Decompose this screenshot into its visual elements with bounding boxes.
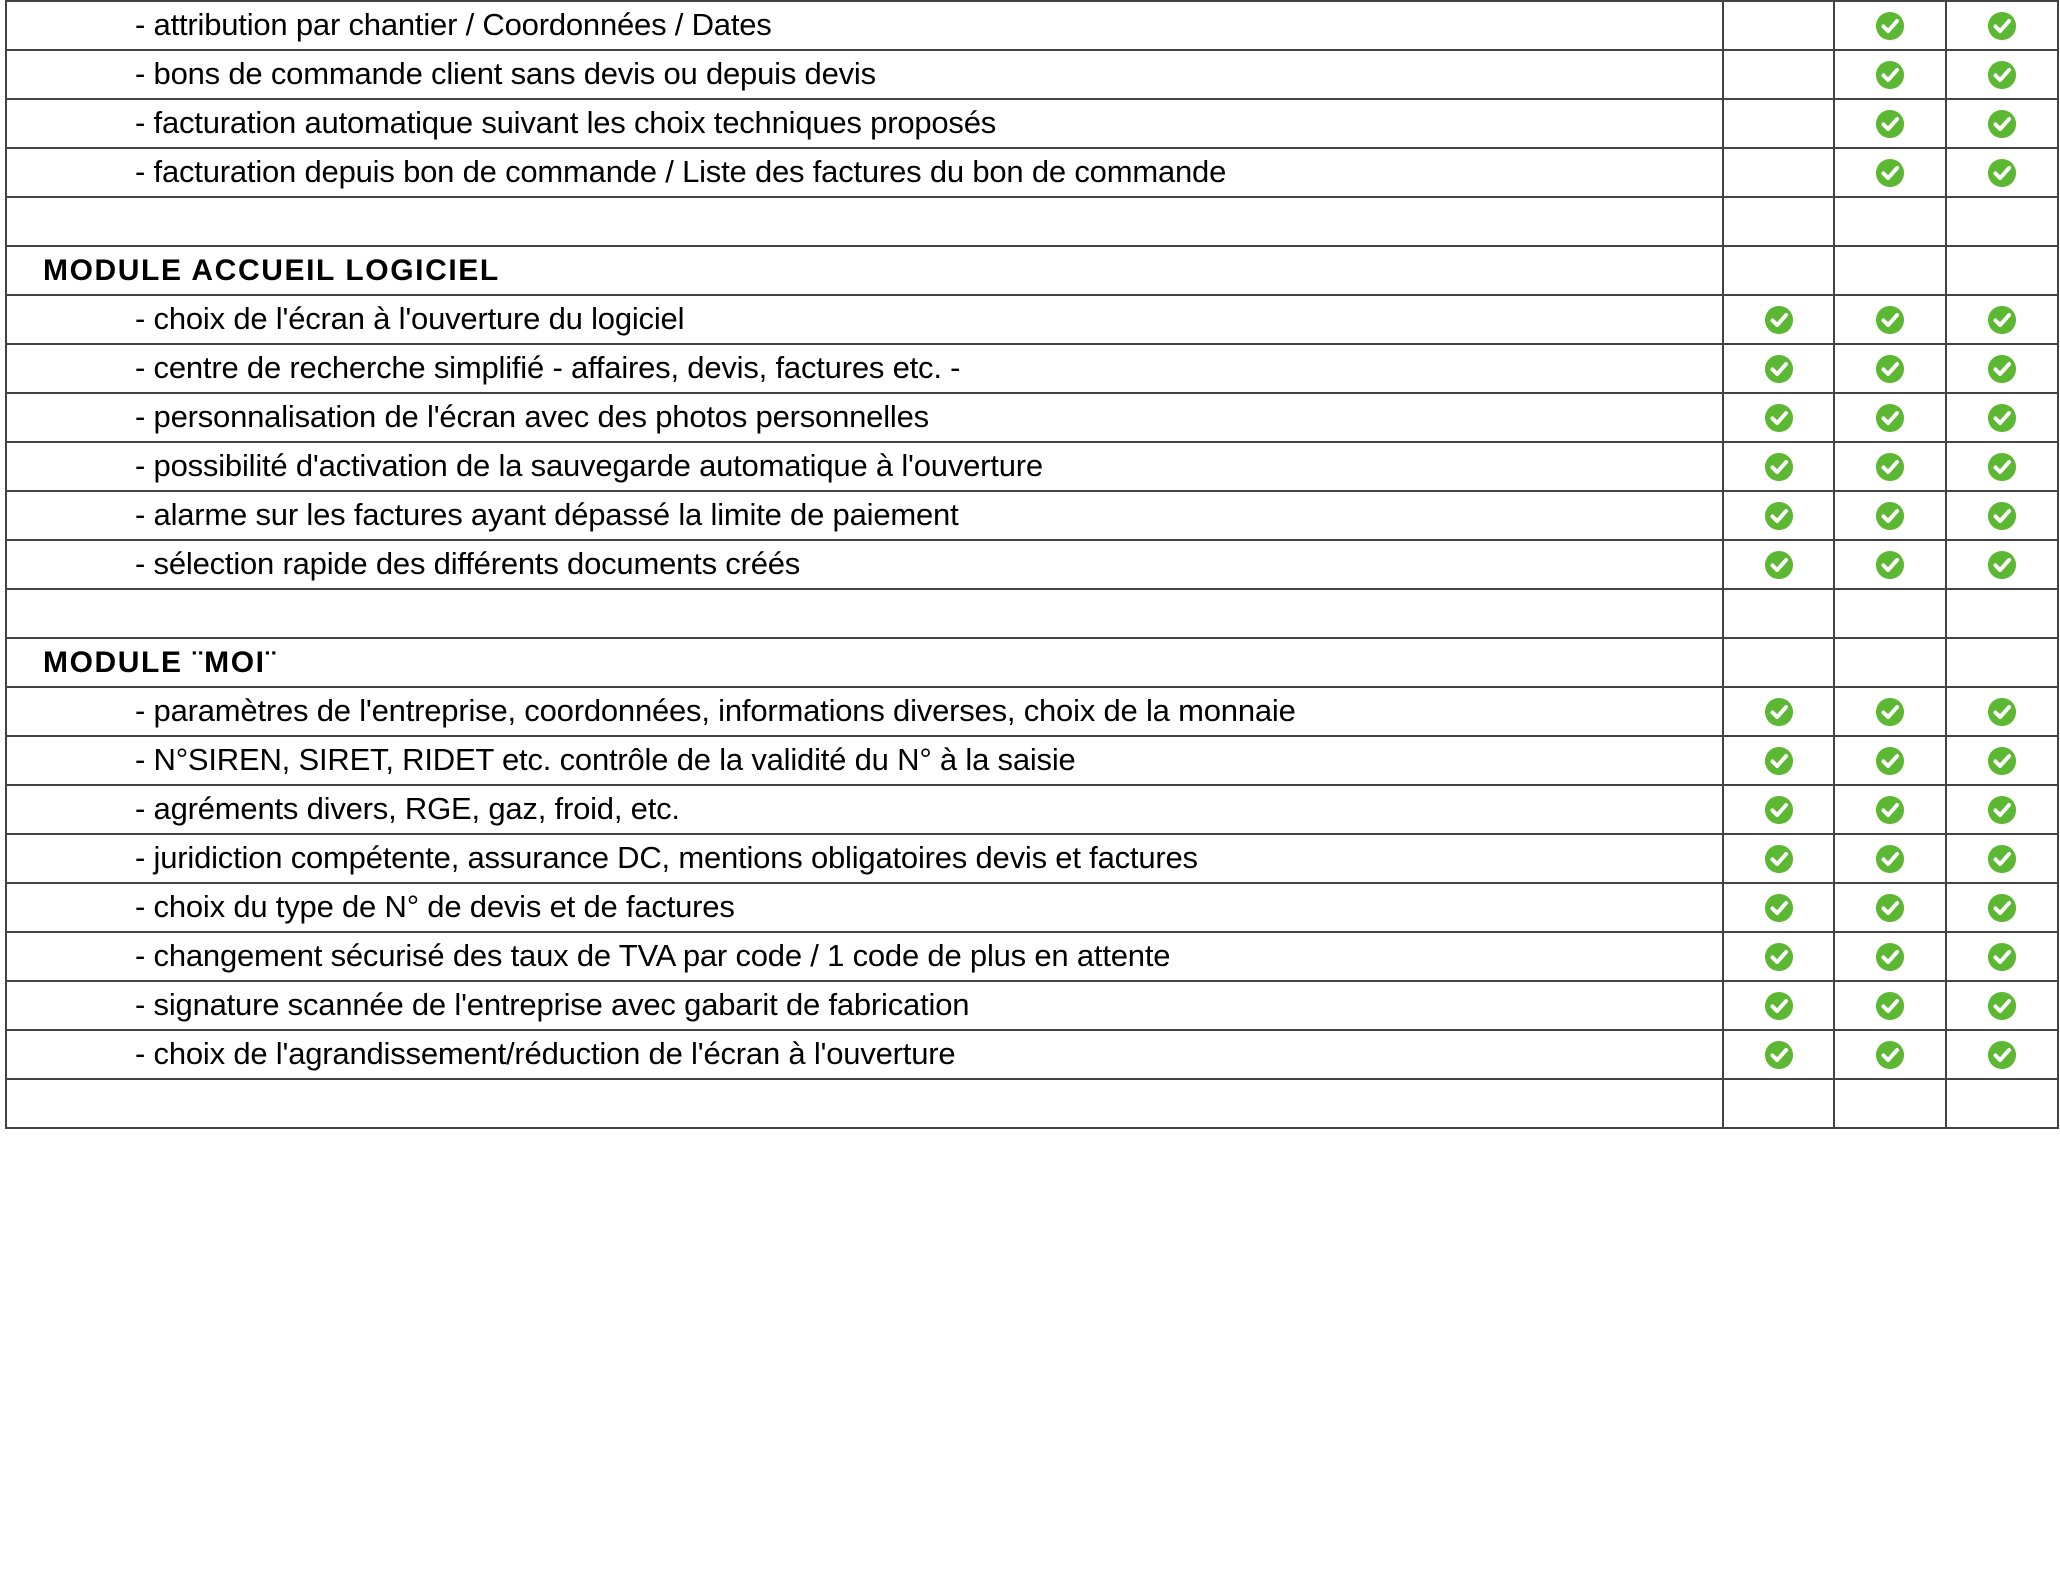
feature-label: - choix de l'écran à l'ouverture du logiciel [6,295,1723,344]
check-cell-col1 [1723,981,1834,1030]
green-check-circle-icon [1987,697,2017,727]
check-cell-col1 [1723,834,1834,883]
feature-label: - changement sécurisé des taux de TVA par code / 1 code de plus en attente [6,932,1723,981]
check-cell-col2 [1834,883,1946,932]
table-row [6,540,2058,589]
green-check-circle-icon [1764,452,1794,482]
green-check-circle-icon [1875,1040,1905,1070]
section-header-row [6,638,2058,687]
table-row [6,1030,2058,1079]
green-check-circle-icon [1987,452,2017,482]
table-row [6,50,2058,99]
check-cell-col3 [1946,883,2058,932]
green-check-circle-icon [1987,109,2017,139]
green-check-circle-icon [1875,354,1905,384]
table-row [6,295,2058,344]
check-cell-col3 [1946,1,2058,50]
check-cell-col1 [1723,540,1834,589]
check-cell-col3 [1946,589,2058,638]
check-cell-col1 [1723,246,1834,295]
check-cell-col3 [1946,687,2058,736]
check-cell-col1 [1723,736,1834,785]
green-check-circle-icon [1875,844,1905,874]
section-header-label: MODULE ACCUEIL LOGICIEL [6,246,1723,295]
feature-label: - facturation automatique suivant les choix techniques proposés [6,99,1723,148]
check-cell-col1 [1723,1079,1834,1128]
green-check-circle-icon [1987,354,2017,384]
green-check-circle-icon [1764,550,1794,580]
check-cell-col3 [1946,1030,2058,1079]
feature-label: - attribution par chantier / Coordonnées / Dates [6,1,1723,50]
green-check-circle-icon [1764,697,1794,727]
green-check-circle-icon [1875,697,1905,727]
table-row [6,491,2058,540]
feature-label: - bons de commande client sans devis ou depuis devis [6,50,1723,99]
feature-label: - choix de l'agrandissement/réduction de l'écran à l'ouverture [6,1030,1723,1079]
green-check-circle-icon [1987,844,2017,874]
check-cell-col2 [1834,736,1946,785]
table-row [6,834,2058,883]
feature-label: - possibilité d'activation de la sauvegarde automatique à l'ouverture [6,442,1723,491]
check-cell-col3 [1946,344,2058,393]
check-cell-col2 [1834,834,1946,883]
check-cell-col3 [1946,638,2058,687]
table-row [6,981,2058,1030]
table-row [6,932,2058,981]
check-cell-col3 [1946,50,2058,99]
check-cell-col1 [1723,99,1834,148]
table-row [6,148,2058,197]
green-check-circle-icon [1875,158,1905,188]
check-cell-col2 [1834,197,1946,246]
check-cell-col2 [1834,99,1946,148]
check-cell-col2 [1834,932,1946,981]
check-cell-col2 [1834,491,1946,540]
green-check-circle-icon [1875,11,1905,41]
green-check-circle-icon [1764,305,1794,335]
check-cell-col2 [1834,1079,1946,1128]
check-cell-col1 [1723,638,1834,687]
green-check-circle-icon [1764,942,1794,972]
check-cell-col1 [1723,883,1834,932]
green-check-circle-icon [1987,991,2017,1021]
section-header-row [6,246,2058,295]
check-cell-col3 [1946,540,2058,589]
check-cell-col1 [1723,393,1834,442]
spacer-row [6,589,2058,638]
green-check-circle-icon [1875,109,1905,139]
check-cell-col1 [1723,344,1834,393]
green-check-circle-icon [1764,844,1794,874]
green-check-circle-icon [1987,60,2017,90]
table-row [6,883,2058,932]
table-row [6,1,2058,50]
check-cell-col1 [1723,1,1834,50]
feature-comparison-table [5,0,2059,1129]
check-cell-col2 [1834,246,1946,295]
green-check-circle-icon [1875,501,1905,531]
green-check-circle-icon [1875,795,1905,825]
check-cell-col2 [1834,589,1946,638]
feature-label: - juridiction compétente, assurance DC, mentions obligatoires devis et factures [6,834,1723,883]
table-row [6,785,2058,834]
green-check-circle-icon [1875,991,1905,1021]
check-cell-col1 [1723,148,1834,197]
green-check-circle-icon [1987,11,2017,41]
check-cell-col2 [1834,148,1946,197]
table-row [6,99,2058,148]
green-check-circle-icon [1875,550,1905,580]
check-cell-col3 [1946,246,2058,295]
check-cell-col1 [1723,932,1834,981]
check-cell-col1 [1723,589,1834,638]
check-cell-col1 [1723,295,1834,344]
feature-label: - choix du type de N° de devis et de factures [6,883,1723,932]
table-row [6,736,2058,785]
green-check-circle-icon [1987,158,2017,188]
table-row [6,393,2058,442]
check-cell-col2 [1834,1,1946,50]
check-cell-col3 [1946,932,2058,981]
feature-label [6,589,1723,638]
check-cell-col1 [1723,785,1834,834]
check-cell-col3 [1946,785,2058,834]
green-check-circle-icon [1987,550,2017,580]
check-cell-col3 [1946,442,2058,491]
green-check-circle-icon [1987,403,2017,433]
green-check-circle-icon [1987,746,2017,776]
check-cell-col3 [1946,981,2058,1030]
section-header-label: MODULE ¨MOI¨ [6,638,1723,687]
green-check-circle-icon [1764,893,1794,923]
feature-label: - agréments divers, RGE, gaz, froid, etc. [6,785,1723,834]
green-check-circle-icon [1764,501,1794,531]
green-check-circle-icon [1987,795,2017,825]
check-cell-col2 [1834,50,1946,99]
check-cell-col1 [1723,491,1834,540]
check-cell-col2 [1834,1030,1946,1079]
check-cell-col3 [1946,736,2058,785]
check-cell-col3 [1946,834,2058,883]
check-cell-col1 [1723,687,1834,736]
check-cell-col2 [1834,344,1946,393]
feature-label: - N°SIREN, SIRET, RIDET etc. contrôle de la validité du N° à la saisie [6,736,1723,785]
feature-label: - centre de recherche simplifié - affaires, devis, factures etc. - [6,344,1723,393]
check-cell-col2 [1834,295,1946,344]
feature-label [6,197,1723,246]
feature-label: - alarme sur les factures ayant dépassé la limite de paiement [6,491,1723,540]
green-check-circle-icon [1987,1040,2017,1070]
green-check-circle-icon [1875,60,1905,90]
green-check-circle-icon [1987,305,2017,335]
green-check-circle-icon [1875,305,1905,335]
green-check-circle-icon [1764,354,1794,384]
check-cell-col2 [1834,393,1946,442]
check-cell-col3 [1946,148,2058,197]
green-check-circle-icon [1764,991,1794,1021]
green-check-circle-icon [1875,893,1905,923]
check-cell-col1 [1723,197,1834,246]
check-cell-col3 [1946,491,2058,540]
check-cell-col3 [1946,197,2058,246]
feature-label: - sélection rapide des différents documents créés [6,540,1723,589]
check-cell-col1 [1723,442,1834,491]
feature-label: - signature scannée de l'entreprise avec gabarit de fabrication [6,981,1723,1030]
green-check-circle-icon [1875,746,1905,776]
green-check-circle-icon [1875,452,1905,482]
check-cell-col3 [1946,295,2058,344]
green-check-circle-icon [1875,403,1905,433]
table-row [6,344,2058,393]
check-cell-col1 [1723,1030,1834,1079]
check-cell-col3 [1946,393,2058,442]
spacer-row [6,1079,2058,1128]
check-cell-col2 [1834,981,1946,1030]
feature-label: - facturation depuis bon de commande / Liste des factures du bon de commande [6,148,1723,197]
check-cell-col1 [1723,50,1834,99]
check-cell-col2 [1834,687,1946,736]
green-check-circle-icon [1764,1040,1794,1070]
table-row [6,687,2058,736]
spacer-row [6,197,2058,246]
green-check-circle-icon [1987,501,2017,531]
green-check-circle-icon [1764,746,1794,776]
feature-label: - paramètres de l'entreprise, coordonnées, informations diverses, choix de la monnaie [6,687,1723,736]
check-cell-col2 [1834,785,1946,834]
check-cell-col2 [1834,442,1946,491]
check-cell-col2 [1834,540,1946,589]
green-check-circle-icon [1764,795,1794,825]
table-row [6,442,2058,491]
green-check-circle-icon [1764,403,1794,433]
green-check-circle-icon [1987,893,2017,923]
check-cell-col3 [1946,99,2058,148]
feature-label: - personnalisation de l'écran avec des photos personnelles [6,393,1723,442]
green-check-circle-icon [1987,942,2017,972]
check-cell-col2 [1834,638,1946,687]
feature-label [6,1079,1723,1128]
green-check-circle-icon [1875,942,1905,972]
check-cell-col3 [1946,1079,2058,1128]
